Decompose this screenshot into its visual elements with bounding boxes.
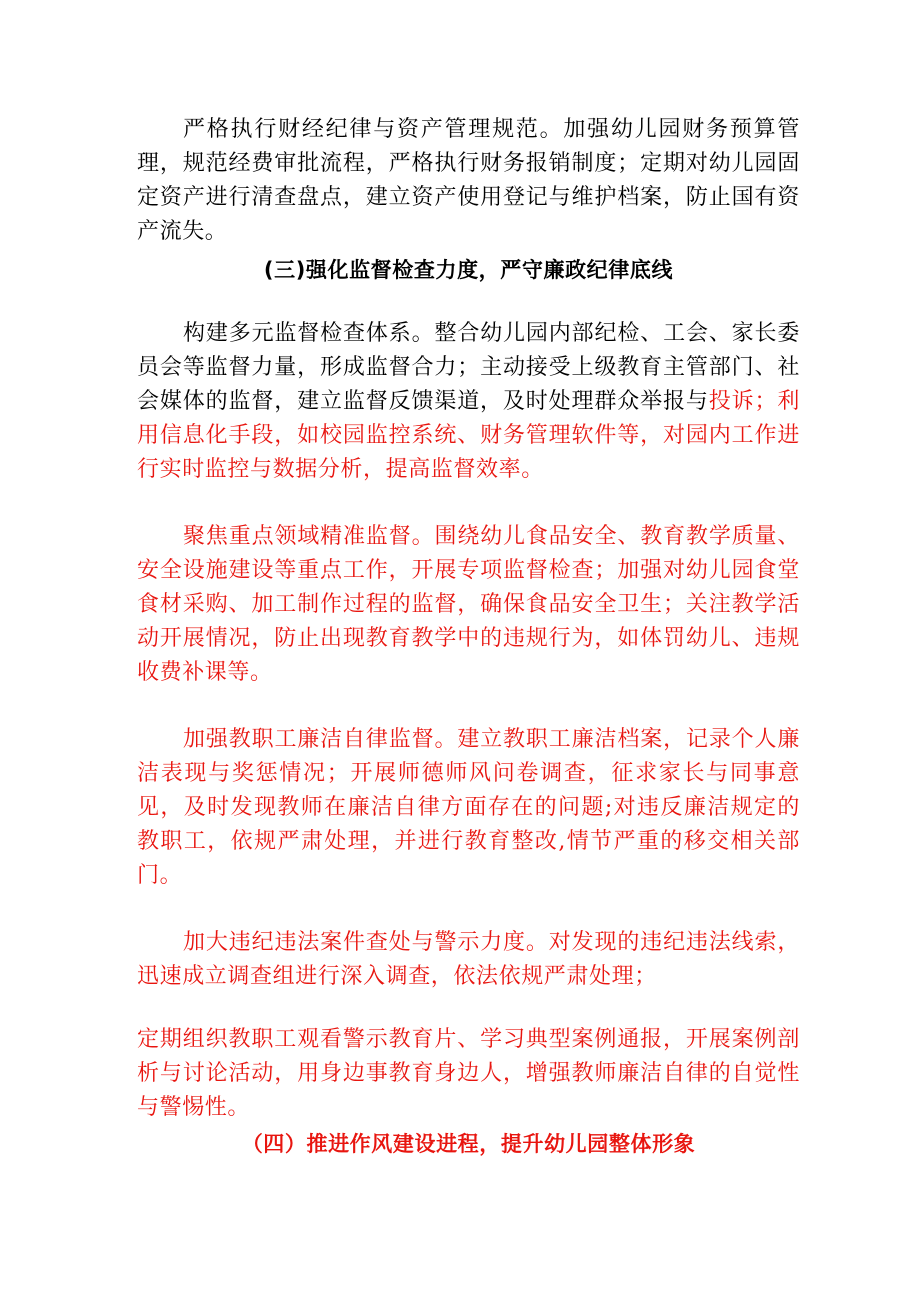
paragraph-key-areas: 聚焦重点领域精准监督。围绕幼儿食品安全、教育教学质量、安全设施建设等重点工作，开展专项监督检查；加强对幼儿园食堂食材采购、加工制作过程的监督，确保食品安全卫生；关注教学活动开展情况，防止出现教育教学中的违规行为，如体罚幼儿、违规收费补课等。	[137, 524, 800, 685]
paragraph-case-investigation: 加大违纪违法案件查处与警示力度。对发现的违纪违法线索，迅速成立调查组进行深入调查，依法依规严肃处理；	[137, 930, 800, 989]
paragraph-warning-education: 定期组织教职工观看警示教育片、学习典型案例通报，开展案例剖析与讨论活动，用身边事教育身边人，增强教师廉洁自律的自觉性与警惕性。	[137, 1027, 800, 1120]
paragraph-finance-discipline: 严格执行财经纪律与资产管理规范。加强幼儿园财务预算管理，规范经费审批流程，严格执行财务报销制度；定期对幼儿园固定资产进行清查盘点，建立资产使用登记与维护档案，防止国有资产流失。	[137, 117, 800, 244]
paragraph-supervision-system-red-part: 投诉；利用信息化手段，如校园监控系统、财务管理软件等，对园内工作进行实时监控与数据分析，提高监督效率。	[137, 389, 800, 482]
section-heading-4: （四）推进作风建设进程，提升幼儿园整体形象	[241, 1132, 696, 1156]
paragraph-supervision-system	[137, 317, 800, 487]
section-heading-3: (三)强化监督检查力度，严守廉政纪律底线	[263, 258, 674, 282]
paragraph-staff-integrity: 加强教职工廉洁自律监督。建立教职工廉洁档案，记录个人廉洁表现与奖惩情况；开展师德师风问卷调查，征求家长与同事意见，及时发现教师在廉洁自律方面存在的问题;对违反廉洁规定的教职工，依规严肃处理，并进行教育整改,情节严重的移交相关部门。	[137, 727, 800, 888]
paragraph-supervision-system-black-part: 构建多元监督检查体系。整合幼儿园内部纪检、工会、家长委员会等监督力量，形成监督合力；主动接受上级教育主管部门、社会媒体的监督，建立监督反馈渠道，及时处理群众举报与	[137, 321, 800, 414]
